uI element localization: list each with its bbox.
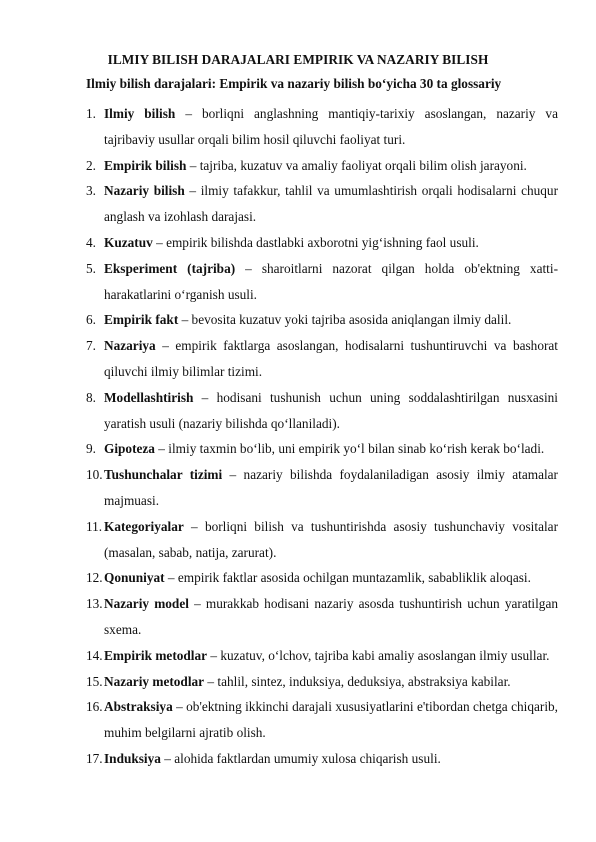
glossary-item (86, 436, 558, 462)
item-number: 9. (86, 441, 96, 457)
glossary-term: Nazariy bilish (104, 183, 185, 199)
glossary-definition: – kuzatuv, o‘lchov, tajriba kabi amaliy asoslangan ilmiy usullar. (207, 647, 550, 663)
glossary-item (86, 694, 558, 746)
item-number: 10. (86, 467, 103, 483)
glossary-definition: – murakkab hodisani nazariy asosda tushuntirish uchun yaratilgan sxema. (104, 596, 559, 637)
item-number: 1. (86, 106, 96, 121)
glossary-definition: – sharoitlarni nazorat qilgan holda ob'ektning xatti-harakatlarini o‘rganish usuli. (104, 260, 558, 302)
glossary-term: Empirik bilish (104, 157, 187, 173)
item-number: 14. (86, 647, 103, 663)
item-number: 3. (86, 183, 96, 199)
item-number: 4. (86, 234, 96, 250)
glossary-item (86, 462, 558, 514)
glossary-item (86, 746, 558, 772)
item-number: 7. (86, 338, 96, 354)
glossary-item (86, 333, 558, 385)
glossary-item (86, 591, 558, 643)
glossary-term: Kuzatuv (104, 234, 153, 250)
item-number: 6. (86, 312, 96, 328)
glossary-definition: – borliqni anglashning mantiqiy-tarixiy asoslangan, nazariy va tajribaviy usullar orqali bilim hosil qiluvchi faoliyat turi. (104, 106, 558, 147)
glossary-term: Modellashtirish (104, 389, 194, 405)
glossary-term: Abstraksiya (104, 699, 173, 715)
glossary-term: Nazariya (104, 338, 156, 354)
item-number: 5. (86, 260, 96, 276)
glossary-term: Kategoriyalar (104, 518, 184, 534)
glossary-definition: – hodisani tushunish uchun uning soddalashtirilgan nusxasini yaratish usuli (nazariy bilishda qo‘llaniladi). (104, 389, 558, 431)
glossary-term: Empirik metodlar (104, 647, 208, 663)
item-number: 11. (86, 518, 103, 534)
glossary-item (86, 514, 558, 566)
page-title: ILMIY BILISH DARAJALARI EMPIRIK VA NAZARIY BILISH (107, 52, 489, 67)
item-number: 12. (86, 570, 103, 586)
glossary-definition: – empirik faktlar asosida ochilgan muntazamlik, sababliklik aloqasi. (164, 570, 531, 586)
glossary-item (86, 178, 558, 230)
glossary-term: Induksiya (104, 750, 161, 766)
glossary-definition: – empirik faktlarga asoslangan, hodisalarni tushuntiruvchi va bashorat qiluvchi ilmiy bilimlar tizimi. (104, 338, 558, 379)
item-number: 17. (86, 750, 103, 766)
document-subtitle: Ilmiy bilish darajalari: Empirik va nazariy bilish bo‘yicha 30 ta glossariy (86, 76, 502, 91)
glossary-item (86, 307, 558, 333)
glossary-item (86, 669, 558, 695)
glossary-definition: – empirik bilishda dastlabki axborotni yig‘ishning faol usuli. (152, 234, 479, 250)
glossary-item (86, 101, 558, 153)
item-number: 8. (86, 389, 96, 405)
item-number: 16. (86, 699, 103, 715)
glossary-term: Qonuniyat (104, 570, 165, 586)
glossary-item (86, 153, 558, 179)
glossary-term: Gipoteza (104, 441, 155, 457)
glossary-item (86, 565, 558, 591)
glossary-definition: – borliqni bilish va tushuntirishda asosiy tushunchaviy vositalar (masalan, sabab, natija, zarurat). (104, 518, 558, 560)
glossary-term: Tushunchalar tizimi (104, 467, 223, 483)
glossary-term: Ilmiy bilish (104, 106, 176, 121)
glossary-definition: – tahlil, sintez, induksiya, deduksiya, abstraksiya kabilar. (204, 673, 511, 689)
glossary-item (86, 643, 558, 669)
glossary-definition: – ilmiy taxmin bo‘lib, uni empirik yo‘l bilan sinab ko‘rish kerak bo‘ladi. (154, 441, 545, 457)
item-number: 13. (86, 596, 103, 612)
glossary-term: Nazariy model (104, 596, 189, 612)
item-number: 15. (86, 673, 103, 689)
glossary-list (86, 101, 558, 772)
glossary-definition: – tajriba, kuzatuv va amaliy faoliyat orqali bilim olish jarayoni. (186, 157, 527, 173)
glossary-definition: – alohida faktlardan umumiy xulosa chiqarish usuli. (160, 750, 441, 766)
glossary-term: Eksperiment (tajriba) (104, 260, 236, 276)
glossary-term: Empirik fakt (104, 312, 179, 328)
glossary-term: Nazariy metodlar (104, 673, 205, 689)
glossary-definition: – bevosita kuzatuv yoki tajriba asosida aniqlangan ilmiy dalil. (178, 312, 512, 328)
glossary-definition: – nazariy bilishda foydalaniladigan asosiy ilmiy atamalar majmuasi. (104, 467, 558, 508)
glossary-item (86, 385, 558, 437)
glossary-definition: – ilmiy tafakkur, tahlil va umumlashtirish orqali hodisalarni chuqur anglash va izohlash darajasi. (104, 183, 558, 225)
glossary-item (86, 256, 558, 308)
item-number: 2. (86, 157, 96, 173)
glossary-item (86, 230, 558, 256)
glossary-definition: – ob'ektning ikkinchi darajali xususiyatlarini e'tibordan chetga chiqarib, muhim belgilarni ajratib olish. (104, 699, 558, 741)
